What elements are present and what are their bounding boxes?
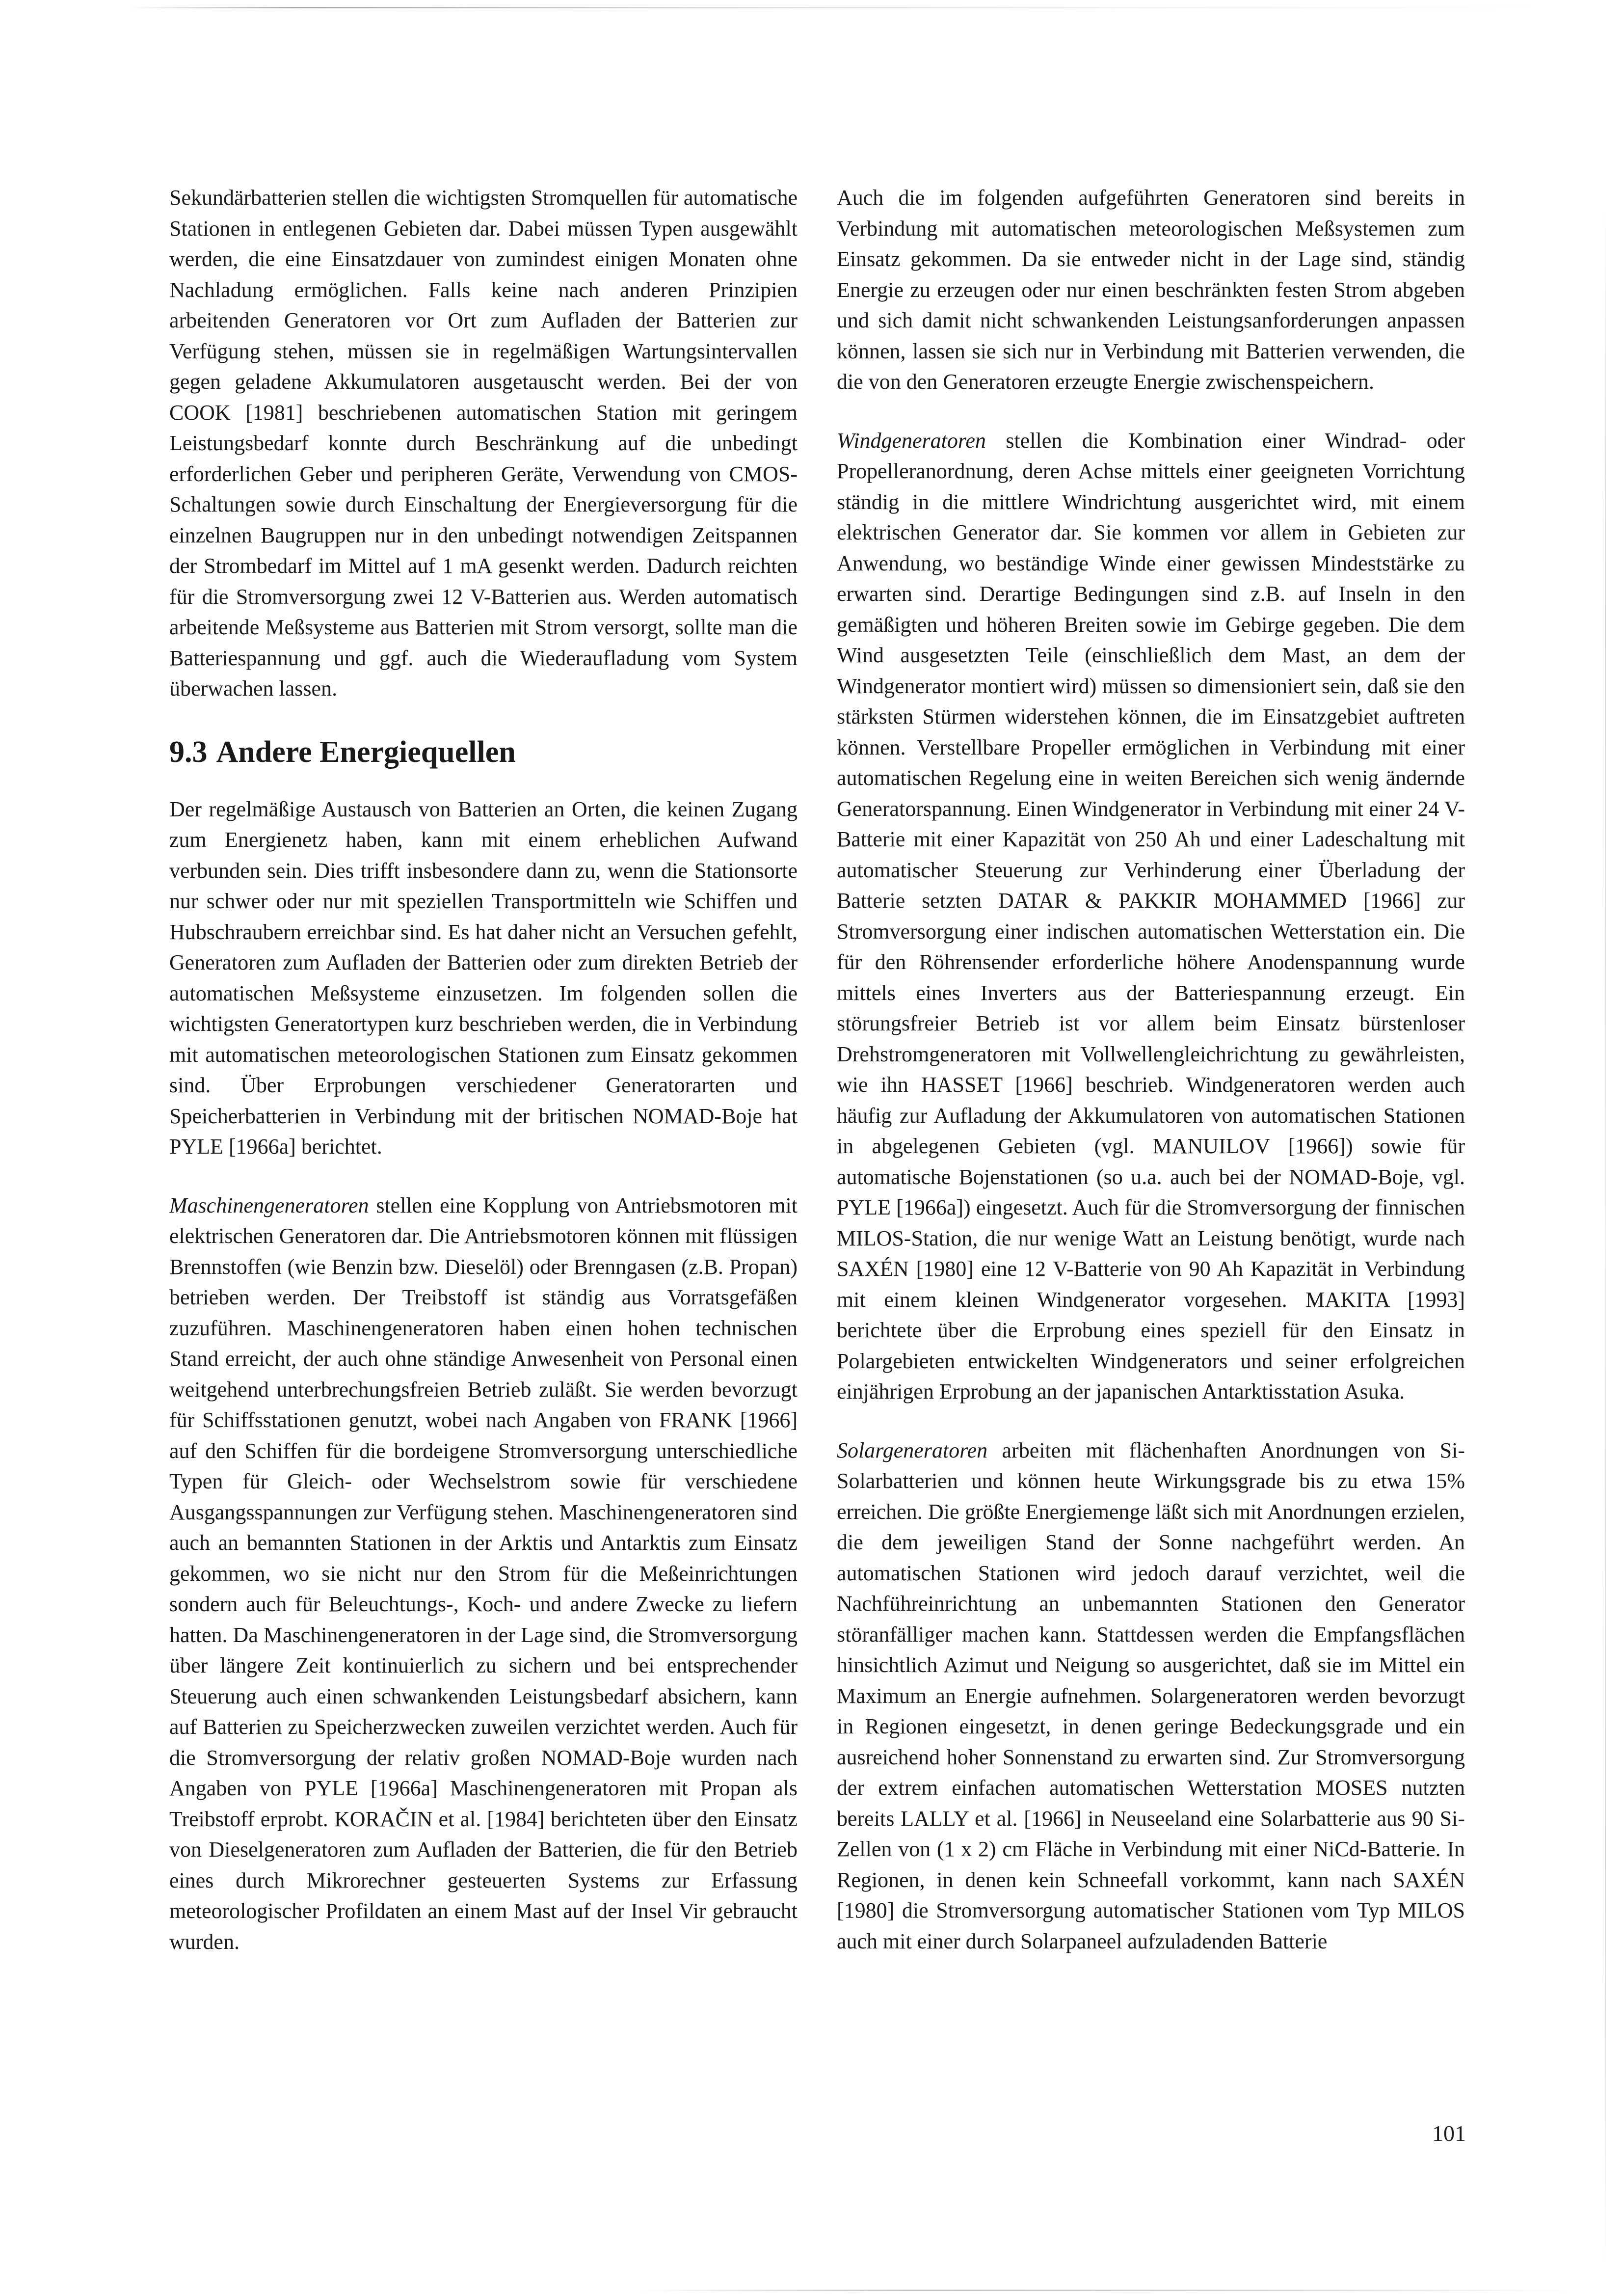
term-wind-generators: Windgeneratoren [837, 428, 986, 453]
paragraph-batteries: Sekundärbatterien stellen die wichtigsten Stromquellen für automatische Stationen in entlegenen Gebieten dar. Dabei müssen Typen ausgewählt werden, die eine Einsatzdauer von zumindest einigen Monaten ohne Nachladung ermöglichen. Falls keine nach anderen Prinzipien arbeitenden Generatoren vor Ort zum Aufladen der Batterien zur Verfügung stehen, müssen sie in regelmäßigen Wartungsintervallen gegen geladene Akkumulatoren ausgetauscht werden. Bei der von COOK [1981] beschriebenen automatischen Station mit geringem Leistungsbedarf konnte durch Beschränkung auf die unbedingt erforderlichen Geber und peripheren Geräte, Verwendung von CMOS-Schaltungen sowie durch Einschaltung der Energieversorgung für die einzelnen Baugruppen nur in den unbedingt notwendigen Zeitspannen der Strombedarf im Mittel auf 1 mA gesenkt werden. Dadurch reichten für die Stromversorgung zwei 12 V-Batterien aus. Werden automatisch arbeitende Meßsysteme aus Batterien mit Strom versorgt, sollte man die Batteriespannung und ggf. auch die Wiederaufladung vom System überwachen lassen. [169, 186, 798, 701]
term-solar-generators: Solargeneratoren [837, 1438, 988, 1462]
paragraph-engine-generators [169, 1190, 798, 1958]
term-engine-generators: Maschinengeneratoren [169, 1193, 369, 1217]
left-column [169, 183, 798, 1985]
page-number: 101 [1432, 2121, 1466, 2146]
paragraph-solar-generators [837, 1435, 1465, 1957]
text-wind-generators: stellen die Kombination einer Windrad- oder Propelleranordnung, deren Achse mittels einer geeigneten Vorrichtung ständig in die mittlere Windrichtung ausgerichtet wird, mit einem elektrischen Generator dar. Sie kommen vor allem in Gebieten zur Anwendung, wo beständige Winde einer gewissen Mindeststärke zu erwarten sind. Derartige Bedingungen sind z.B. auf Inseln in den gemäßigten und höheren Breiten sowie im Gebirge gegeben. Die dem Wind ausgesetzten Teile (einschließlich dem Mast, an dem der Windgenerator montiert wird) müssen so dimensioniert sein, daß sie den stärksten Stürmen widerstehen können, die im Einsatzgebiet auftreten können. Verstellbare Propeller ermöglichen in Verbindung mit einer automatischen Regelung eine in weiten Bereichen sich wenig ändernde Generatorspannung. Einen Windgenerator in Verbindung mit einer 24 V-Batterie mit einer Kapazität von 250 Ah und einer Ladeschaltung mit automatischer Steuerung zur Verhinderung einer Überladung der Batterie setzten DATAR & PAKKIR MOHAMMED [1966] zur Stromversorgung einer indischen automatischen Wetterstation ein. Die für den Röhrensender erforderliche höhere Anodenspannung wurde mittels eines Inverters aus der Batteriespannung erzeugt. Ein störungsfreier Betrieb ist vor allem beim Einsatz bürstenloser Drehstromgeneratoren mit Vollwellengleichrichtung zu gewährleisten, wie ihn HASSET [1966] beschrieb. Windgeneratoren werden auch häufig zur Aufladung der Akkumulatoren von automatischen Stationen in abgelegenen Gebieten (vgl. MANUILOV [1966]) sowie für automatische Bojenstationen (so u.a. auch bei der NOMAD-Boje, vgl. PYLE [1966a]) eingesetzt. Auch für die Stromversorgung der finnischen MILOS-Station, die nur wenige Watt an Leistung benötigt, wurde nach SAXÉN [1980] eine 12 V-Batterie von 90 Ah Kapazität in Verbindung mit einem kleinen Windgenerator vorgesehen. MAKITA [1993] berichtete über die Erprobung eines speziell für den Einsatz in Polargebieten entwickelten Windgenerators und seiner erfolgreichen einjährigen Erprobung an der japanischen Antarktisstation Asuka. [837, 428, 1465, 1404]
paragraph-wind-generators [837, 426, 1465, 1407]
section-title: Andere Energiequellen [216, 735, 516, 769]
text-engine-generators: stellen eine Kopplung von Antriebsmotoren mit elektrischen Generatoren dar. Die Antriebsmotoren können mit flüssigen Brennstoffen (wie Benzin bzw. Dieselöl) oder Brenngasen (z.B. Propan) betrieben werden. Der Treibstoff ist ständig aus Vorratsgefäßen zuzuführen. Maschinengeneratoren haben einen hohen technischen Stand erreicht, der auch ohne ständige Anwesenheit von Personal einen weitgehend unterbrechungsfreien Betrieb zuläßt. Sie werden bevorzugt für Schiffsstationen genutzt, wobei nach Angaben von FRANK [1966] auf den Schiffen für die bordeigene Stromversorgung unterschiedliche Typen für Gleich- oder Wechselstrom sowie für verschiedene Ausgangsspannungen zur Verfügung stehen. Maschinengeneratoren sind auch an bemannten Stationen in der Arktis und Antarktis zum Einsatz gekommen, wo sie nicht nur den Strom für die Meßeinrichtungen sondern auch für Beleuchtungs-, Koch- und andere Zwecke zu liefern hatten. Da Maschinengeneratoren in der Lage sind, die Stromversorgung über längere Zeit kontinuierlich zu sichern und bei entsprechender Steuerung auch einen schwankenden Leistungsbedarf absichern, kann auf Batterien zu Speicherzwecken zuweilen verzichtet werden. Auch für die Stromversorgung der relativ großen NOMAD-Boje wurden nach Angaben von PYLE [1966a] Maschinengeneratoren mit Propan als Treibstoff erprobt. KORAČIN et al. [1984] berichteten über den Einsatz von Dieselgeneratoren zum Aufladen der Batterien, die für den Betrieb eines durch Mikrorechner gesteuerten Systems zur Erfassung meteorologischer Profildaten an einem Mast auf der Insel Vir gebraucht wurden. [169, 1193, 798, 1954]
scan-edge-bottom [638, 2290, 1570, 2291]
text-solar-generators: arbeiten mit flächenhaften Anordnungen von Si-Solarbatterien und können heute Wirkungsgrade bis zu etwa 15% erreichen. Die größte Energiemenge läßt sich mit Anordnungen erzielen, die dem jeweiligen Stand der Sonne nachgeführt werden. An automatischen Stationen wird jedoch darauf verzichtet, weil die Nachführeinrichtung an unbemannten Stationen den Generator störanfälliger machen kann. Stattdessen werden die Empfangsflächen hinsichtlich Azimut und Neigung so ausgerichtet, daß sie im Mittel ein Maximum an Energie aufnehmen. Solargeneratoren werden bevorzugt in Regionen eingesetzt, in denen geringe Bedeckungsgrade und ein ausreichend hoher Sonnenstand zu erwarten sind. Zur Stromversorgung der extrem einfachen automatischen Wetterstation MOSES nutzten bereits LALLY et al. [1966] in Neuseeland eine Solarbatterie aus 90 Si-Zellen von (1 x 2) cm Fläche in Verbindung mit einer NiCd-Batterie. In Regionen, in denen kein Schneefall vorkommt, kann nach SAXÉN [1980] die Stromversorgung automatischer Stationen vom Typ MILOS auch mit einer durch Solarpaneel aufzuladenden Batterie [837, 1438, 1465, 1953]
paragraph-intro-other-sources: Der regelmäßige Austausch von Batterien an Orten, die keinen Zugang zum Energienetz haben, kann mit einem erheblichen Aufwand verbunden sein. Dies trifft insbesondere dann zu, wenn die Stationsorte nur schwer oder nur mit speziellen Transportmitteln wie Schiffen und Hubschraubern erreichbar sind. Es hat daher nicht an Versuchen gefehlt, Generatoren zum Aufladen der Batterien oder zum direkten Betrieb der automatischen Meßsysteme einzusetzen. Im folgenden sollen die wichtigsten Generatortypen kurz beschrieben werden, die in Verbindung mit automatischen meteorologischen Stationen zum Einsatz gekommen sind. Über Erprobungen verschiedener Generatorarten und Speicherbatterien in Verbindung mit der britischen NOMAD-Boje hat PYLE [1966a] berichtet. [169, 797, 798, 1159]
scan-edge-right [1605, 206, 1606, 2268]
scan-edge-top [128, 7, 1551, 8]
paragraph-other-generators: Auch die im folgenden aufgeführten Generatoren sind bereits in Verbindung mit automatischen meteorologischen Meßsystemen zum Einsatz gekommen. Da sie entweder nicht in der Lage sind, ständig Energie zu erzeugen oder nur einen beschränkten festen Strom abgeben und sich damit nicht schwankenden Leistungsanforderungen anpassen können, lassen sie sich nur in Verbindung mit Batterien verwenden, die die von den Generatoren erzeugte Energie zwischenspeichern. [837, 186, 1465, 394]
section-number: 9.3 [169, 735, 208, 769]
right-column [837, 183, 1465, 1985]
section-heading [169, 732, 798, 772]
